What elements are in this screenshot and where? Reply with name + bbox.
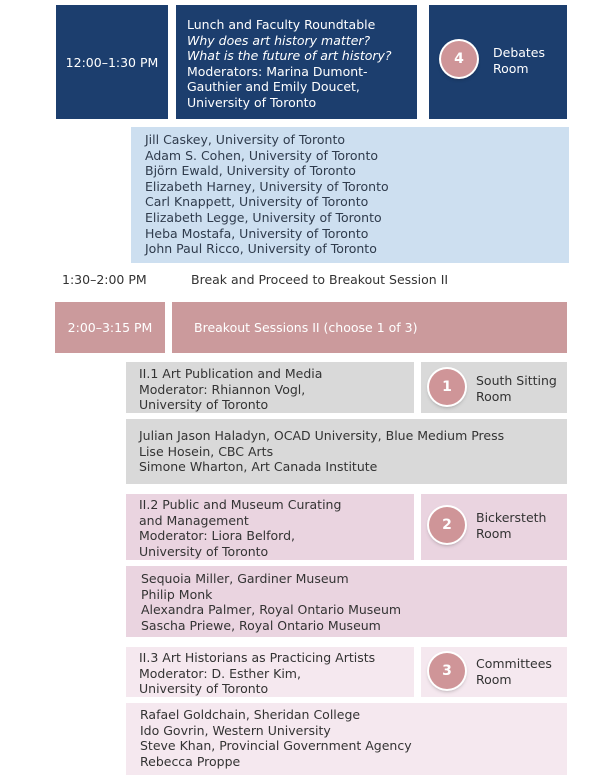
speaker: Ido Govrin, Western University: [140, 722, 331, 738]
lunch-room-name: [493, 45, 545, 76]
room-number-badge: [429, 369, 465, 405]
room-name-line-1: South Sitting: [476, 373, 557, 388]
lunch-question-2: What is the future of art history?: [187, 48, 392, 64]
panelist: Adam S. Cohen, University of Toronto: [145, 147, 379, 163]
breakout-time: 2:00–3:15 PM: [67, 320, 153, 335]
session-3-room: [421, 647, 567, 697]
panelist: Heba Mostafa, University of Toronto: [145, 225, 369, 241]
session-title: II.3 Art Historians as Practicing Artists: [139, 650, 376, 665]
lunch-room-block: [429, 5, 567, 119]
session-2-speakers: [126, 566, 567, 637]
lunch-question-1: Why does art history matter?: [187, 32, 371, 48]
speaker: Steve Khan, Provincial Government Agency: [140, 738, 412, 754]
session-affiliation: University of Toronto: [139, 543, 269, 559]
session-3-room-name: [476, 656, 552, 687]
breakout-label-block: [172, 302, 567, 353]
panelist: Carl Knappett, University of Toronto: [145, 194, 369, 210]
room-name-line-2: Room: [493, 60, 529, 76]
room-number: 4: [454, 51, 464, 67]
speaker: Simone Wharton, Art Canada Institute: [139, 459, 378, 475]
lunch-time: 12:00–1:30 PM: [65, 54, 159, 70]
room-name-line-1: Debates: [493, 45, 546, 60]
session-affiliation: University of Toronto: [139, 397, 269, 413]
speaker: Sascha Priewe, Royal Ontario Museum: [141, 617, 381, 633]
session-3-speakers: [126, 703, 567, 775]
break-label: Break and Proceed to Breakout Session II: [191, 272, 449, 287]
session-2-info: [126, 494, 414, 560]
lunch-panelists: [131, 127, 569, 263]
speaker: Alexandra Palmer, Royal Ontario Museum: [141, 602, 402, 618]
session-title: II.2 Public and Museum Curating: [139, 497, 342, 512]
session-1-speakers: [126, 419, 567, 484]
speaker: Philip Monk: [141, 586, 213, 602]
panelist: John Paul Ricco, University of Toronto: [145, 241, 377, 257]
room-number-badge: [429, 653, 465, 689]
breakout-label: Breakout Sessions II (choose 1 of 3): [194, 320, 418, 335]
session-1-info: [126, 362, 414, 413]
room-number: 3: [442, 663, 452, 679]
panelist: Elizabeth Legge, University of Toronto: [145, 209, 382, 225]
session-3-info: [126, 647, 414, 697]
breakout-time-block: [55, 302, 165, 353]
room-number: 2: [442, 517, 452, 533]
room-number: 1: [442, 379, 452, 395]
room-name-line-2: Room: [476, 525, 512, 541]
room-name-line-2: Room: [476, 388, 512, 404]
room-number-badge: [441, 41, 477, 77]
session-title: II.1 Art Publication and Media: [139, 366, 323, 381]
lunch-moderators-2: Gauthier and Emily Doucet,: [187, 79, 360, 95]
panelist: Björn Ewald, University of Toronto: [145, 163, 356, 179]
session-2-room-name: [476, 510, 546, 541]
lunch-moderators-1: Moderators: Marina Dumont-: [187, 63, 368, 79]
speaker: Lise Hosein, CBC Arts: [139, 443, 274, 459]
speaker: Rafael Goldchain, Sheridan College: [140, 707, 361, 722]
speaker: Julian Jason Haladyn, OCAD University, Blue Medium Press: [139, 428, 505, 443]
lunch-description: [176, 5, 417, 119]
lunch-moderators-3: University of Toronto: [187, 94, 317, 110]
speaker: Sequoia Miller, Gardiner Museum: [141, 571, 349, 586]
lunch-title: Lunch and Faculty Roundtable: [187, 17, 376, 32]
session-title-cont: and Management: [139, 512, 249, 528]
session-1-room-name: [476, 373, 557, 404]
room-name-line-1: Committees: [476, 656, 552, 671]
lunch-time-block: [56, 5, 168, 119]
session-affiliation: University of Toronto: [139, 681, 269, 697]
panelist: Elizabeth Harney, University of Toronto: [145, 178, 389, 194]
speaker: Rebecca Proppe: [140, 753, 241, 769]
break-time: 1:30–2:00 PM: [62, 272, 147, 287]
panelist: Jill Caskey, University of Toronto: [145, 132, 345, 147]
session-moderator: Moderator: D. Esther Kim,: [139, 665, 301, 681]
session-2-room: [421, 494, 567, 560]
session-moderator: Moderator: Rhiannon Vogl,: [139, 381, 306, 397]
room-name-line-2: Room: [476, 671, 512, 687]
room-number-badge: [429, 507, 465, 543]
room-name-line-1: Bickersteth: [476, 510, 547, 525]
session-1-room: [421, 362, 567, 413]
session-moderator: Moderator: Liora Belford,: [139, 528, 295, 544]
